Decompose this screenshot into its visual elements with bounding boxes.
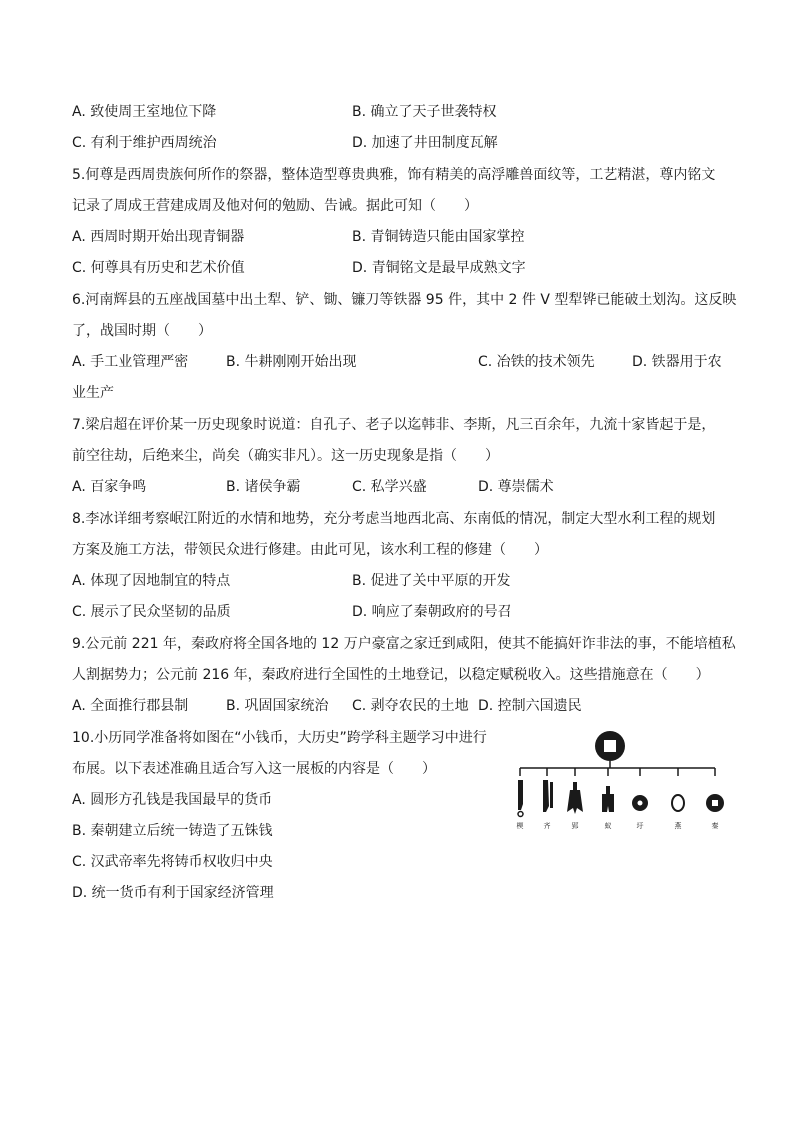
q6-option-c[interactable]: C. 冶铁的技术领先: [478, 354, 595, 370]
q7-stem-line1: 7.梁启超在评价某一历史现象时说道：自孔子、老子以迄韩非、李斯，凡三百余年，九流十家皆起于是，: [72, 417, 716, 433]
q4-option-d[interactable]: D. 加速了井田制度瓦解: [352, 135, 498, 151]
q8-stem-line1: 8.李冰详细考察岷江附近的水情和地势，充分考虑当地西北高、东南低的情况，制定大型水利工程的规划: [72, 511, 716, 527]
q9-option-c[interactable]: C. 剥夺农民的土地: [352, 698, 469, 714]
q5-stem-line2: 记录了周成王营建成周及他对何的勉励、告诫。据此可知（ ）: [72, 198, 478, 214]
coin-label-1: 楔: [516, 822, 524, 830]
coins-illustration: [510, 728, 728, 832]
q9-option-b[interactable]: B. 巩固国家统治: [226, 698, 329, 714]
q4-option-a[interactable]: A. 致使周王室地位下降: [72, 104, 217, 120]
coin-label-5: 圩: [636, 822, 644, 830]
q7-option-c[interactable]: C. 私学兴盛: [352, 479, 427, 495]
ancient-coins-figure: [510, 728, 728, 832]
q9-option-d[interactable]: D. 控制六国遗民: [478, 698, 582, 714]
coin-label-2: 齐: [543, 822, 551, 830]
q9-stem-line2: 人割据势力；公元前 216 年，秦政府进行全国性的土地登记，以稳定赋税收入。这些措施意在（ ）: [72, 667, 710, 683]
q5-option-b[interactable]: B. 青铜铸造只能由国家掌控: [352, 229, 525, 245]
round-coin-top: [595, 731, 625, 761]
q4-option-b[interactable]: B. 确立了天子世袭特权: [352, 104, 497, 120]
coin-label-6: 燕: [674, 822, 682, 830]
q5-option-c[interactable]: C. 何尊具有历史和艺术价值: [72, 260, 245, 276]
q8-stem-line2: 方案及施工方法，带领民众进行修建。由此可见，该水利工程的修建（ ）: [72, 542, 548, 558]
q7-stem-line2: 前空往劫，后绝来尘，尚矣（确实非凡）。这一历史现象是指（ ）: [72, 448, 499, 464]
q8-option-b[interactable]: B. 促进了关中平原的开发: [352, 573, 511, 589]
coin-shapes: [518, 780, 724, 817]
q10-option-d[interactable]: D. 统一货币有利于国家经济管理: [72, 885, 274, 901]
q6-option-b[interactable]: B. 牛耕刚刚开始出现: [226, 354, 357, 370]
q10-stem-line2: 布展。以下表述准确且适合写入这一展板的内容是（ ）: [72, 761, 436, 777]
q8-option-c[interactable]: C. 展示了民众坚韧的品质: [72, 604, 231, 620]
q10-option-c[interactable]: C. 汉武帝率先将铸币权收归中央: [72, 854, 273, 870]
q6-stem-line2: 了，战国时期（ ）: [72, 323, 212, 339]
q6-option-d-continued: 业生产: [72, 385, 114, 401]
q10-stem-line1: 10.小历同学准备将如图在“小钱币，大历史”跨学科主题学习中进行: [72, 730, 487, 746]
q7-option-b[interactable]: B. 诸侯争霸: [226, 479, 301, 495]
q5-option-a[interactable]: A. 西周时期开始出现青铜器: [72, 229, 245, 245]
q6-option-a[interactable]: A. 手工业管理严密: [72, 354, 189, 370]
q5-option-d[interactable]: D. 青铜铭文是最早成熟文字: [352, 260, 526, 276]
q7-option-a[interactable]: A. 百家争鸣: [72, 479, 147, 495]
coin-label-4: 蚁: [604, 822, 612, 830]
q10-option-a[interactable]: A. 圆形方孔钱是我国最早的货币: [72, 792, 273, 808]
q5-stem-line1: 5.何尊是西周贵族何所作的祭器，整体造型尊贵典雅，饰有精美的高浮雕兽面纹等，工艺精湛，尊内铭文: [72, 167, 716, 183]
q6-option-d[interactable]: D. 铁器用于农: [632, 354, 722, 370]
q9-option-a[interactable]: A. 全面推行郡县制: [72, 698, 189, 714]
q10-option-b[interactable]: B. 秦朝建立后统一铸造了五铢钱: [72, 823, 273, 839]
q9-stem-line1: 9.公元前 221 年，秦政府将全国各地的 12 万户豪富之家迁到咸阳，使其不能搞奸诈非法的事，不能培植私: [72, 636, 736, 652]
q8-option-d[interactable]: D. 响应了秦朝政府的号召: [352, 604, 512, 620]
coin-label-3: 郢: [571, 822, 579, 830]
q7-option-d[interactable]: D. 尊崇儒术: [478, 479, 554, 495]
q4-option-c[interactable]: C. 有利于维护西周统治: [72, 135, 217, 151]
q8-option-a[interactable]: A. 体现了因地制宜的特点: [72, 573, 231, 589]
coin-label-7: 秦: [711, 822, 719, 830]
q6-stem-line1: 6.河南辉县的五座战国墓中出土犁、铲、锄、镰刀等铁器 95 件，其中 2 件 V 型犁铧已能破土划沟。这反映: [72, 292, 737, 308]
